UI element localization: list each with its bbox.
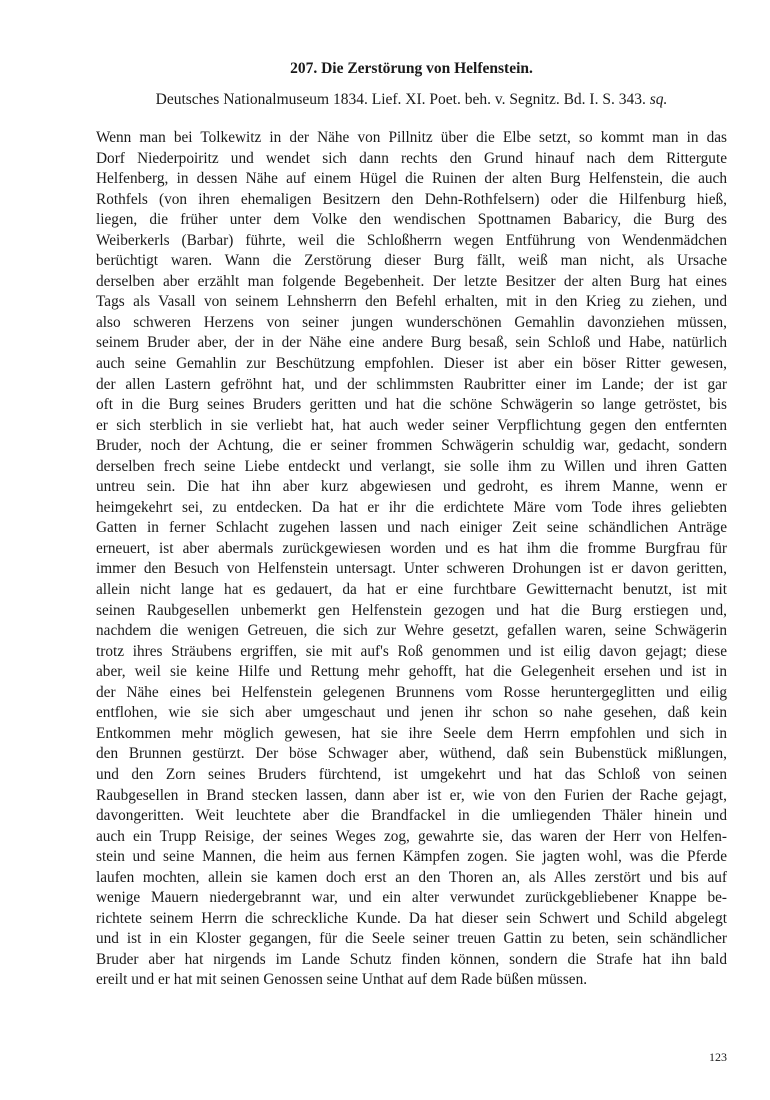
- body-line: Rothfels (von ihren ehemaligen Besitzern den Dehn-Rothfelsern) oder die Hilfenburg hieß,: [96, 190, 727, 208]
- body-line: immer den Besuch von Helfenstein untersagt. Unter schweren Drohungen ist er davon geritten,: [96, 560, 727, 578]
- body-line: allein nicht lange hat es gedauert, da hat er eine furchtbare Gewitternacht benutzt, ist mit: [96, 581, 727, 599]
- source-citation-suffix: sq.: [649, 91, 668, 108]
- body-line: Gatten in ferner Schlacht zugehen lassen und nach einiger Zeit seine schändlichen Anträge: [96, 519, 727, 537]
- body-line: und den Zorn seines Bruders fürchtend, ist umgekehrt und hat das Schloß von seinen: [96, 765, 727, 783]
- body-line: trotz ihres Sträubens ergriffen, sie mit auf's Roß genommen und ist eilig davon gejagt; diese: [96, 642, 727, 660]
- body-line: Dorf Niederpoiritz und wendet sich dann rechts den Grund hinauf nach dem Rittergute: [96, 149, 727, 167]
- body-line: Weiberkerls (Barbar) führte, weil die Schloßherrn wegen Entführung von Wendenmädchen: [96, 231, 727, 249]
- story-body: [96, 128, 727, 991]
- body-line: Tags als Vasall von seinem Lehnsherrn den Befehl erhalten, mit in den Krieg zu ziehen, und: [96, 293, 727, 311]
- body-line: Entkommen mehr möglich gewesen, hat sie ihre Seele dem Herrn empfohlen und sich in: [96, 724, 727, 742]
- body-line: entflohen, wie sie sich aber umgeschaut und jenen ihr schon so nahe gesehen, daß kein: [96, 704, 727, 722]
- body-line: Bruder aber hat nirgends im Lande Schutz finden können, sondern die Strafe hat ihn bald: [96, 950, 727, 968]
- body-line: der allen Lastern gefröhnt hat, und der schlimmsten Raubritter einer im Lande; der ist gar: [96, 375, 727, 393]
- body-line: seinem Bruder aber, der in der Nähe eine andere Burg besaß, sein Schloß und Habe, natürlich: [96, 334, 727, 352]
- body-line: wenige Mauern niedergebrannt war, und ein alter verwundet zurückgebliebener Knappe be-: [96, 889, 727, 907]
- body-line: den Brunnen gestürzt. Der böse Schwager aber, wüthend, daß sein Bubenstück mißlungen,: [96, 745, 727, 763]
- body-line: seinen Raubgesellen unbemerkt gen Helfenstein gezogen und hat die Burg erstiegen und,: [96, 601, 727, 619]
- story-title: 207. Die Zerstörung von Helfenstein.: [290, 60, 533, 77]
- body-line: davongeritten. Weit leuchtete aber die Brandfackel in die umliegenden Thäler hinein und: [96, 807, 727, 825]
- body-line: berüchtigt waren. Wann die Zerstörung dieser Burg fällt, weiß man nicht, als Ursache: [96, 252, 727, 270]
- body-line: Raubgesellen in Brand stecken lassen, dann aber ist er, wie von den Furien der Rache gejagt,: [96, 786, 727, 804]
- source-citation-text: Deutsches Nationalmuseum 1834. Lief. XI. Poet. beh. v. Segnitz. Bd. I. S. 343.: [155, 91, 646, 108]
- body-line: auch seine Gemahlin zur Beschützung empfohlen. Dieser ist aber ein böser Ritter gewesen,: [96, 355, 727, 373]
- body-line: also schweren Herzens von seiner jungen wunderschönen Gemahlin davonziehen müssen,: [96, 313, 727, 331]
- page-number: 123: [709, 1050, 727, 1064]
- body-line: auch ein Trupp Reisige, der seines Weges zog, gewahrte sie, das waren der Herr von Helfen-: [96, 827, 727, 845]
- body-line: aber, weil sie keine Hilfe und Rettung mehr gehofft, hat die Gelegenheit ersehen und ist in: [96, 663, 727, 681]
- body-line: derselben frech seine Liebe entdeckt und verlangt, sie solle ihm zu Willen und ihren Gatten: [96, 457, 727, 475]
- body-line: er sich sterblich in sie verliebt hat, hat auch weder seiner Verpflichtung gegen den entfernten: [96, 416, 727, 434]
- body-line: laufen mochten, allein sie kamen doch erst an den Thoren an, als Alles zerstört und bis auf: [96, 868, 727, 886]
- body-line: der Nähe eines bei Helfenstein gelegenen Brunnens vom Rosse heruntergeglitten und eilig: [96, 683, 727, 701]
- body-line: Bruder, noch der Achtung, die er seiner frommen Schwägerin schuldig war, gedacht, sondern: [96, 437, 727, 455]
- body-line: richtete seinem Herrn die schreckliche Kunde. Da hat dieser sein Schwert und Schild abgelegt: [96, 909, 727, 927]
- body-line: oft in die Burg seines Bruders geritten und hat die schöne Schwägerin so lange getröstet, bis: [96, 396, 727, 414]
- body-line: erneuert, ist aber abermals zurückgewiesen worden und es hat ihm die fromme Burgfrau für: [96, 539, 727, 557]
- body-line: nachdem die wenigen Getreuen, die sich zur Wehre gesetzt, gefallen waren, seine Schwägerin: [96, 622, 727, 640]
- body-line: Helfenberg, in dessen Nähe auf einem Hügel die Ruinen der alten Burg Helfenstein, die auch: [96, 170, 727, 188]
- body-line: Wenn man bei Tolkewitz in der Nähe von Pillnitz über die Elbe setzt, so kommt man in das: [96, 129, 727, 146]
- body-line: und ist in ein Kloster gegangen, für die Seele seiner treuen Gattin zu beten, sein schändlicher: [96, 930, 727, 948]
- body-line: heimgekehrt sei, zu entdecken. Da hat er ihr die erdichtete Märe vom Tode ihres geliebten: [96, 498, 727, 516]
- body-line: untreu sein. Die hat ihn aber kurz abgewiesen und gedroht, es ihrem Manne, wenn er: [96, 478, 727, 496]
- body-line: derselben aber erzählt man folgende Begebenheit. Der letzte Besitzer der alten Burg hat eines: [96, 272, 727, 290]
- document-page: [96, 0, 727, 1100]
- body-line-last: ereilt und er hat mit seinen Genossen seine Unthat auf dem Rade büßen müssen.: [96, 971, 588, 989]
- body-line: liegen, die früher unter dem Volke den wendischen Spottnamen Babaricy, die Burg des: [96, 211, 727, 229]
- body-line: stein und seine Mannen, die heim aus fernen Kämpfen zogen. Sie jagten wohl, was die Pferde: [96, 848, 727, 866]
- source-citation: [96, 90, 727, 110]
